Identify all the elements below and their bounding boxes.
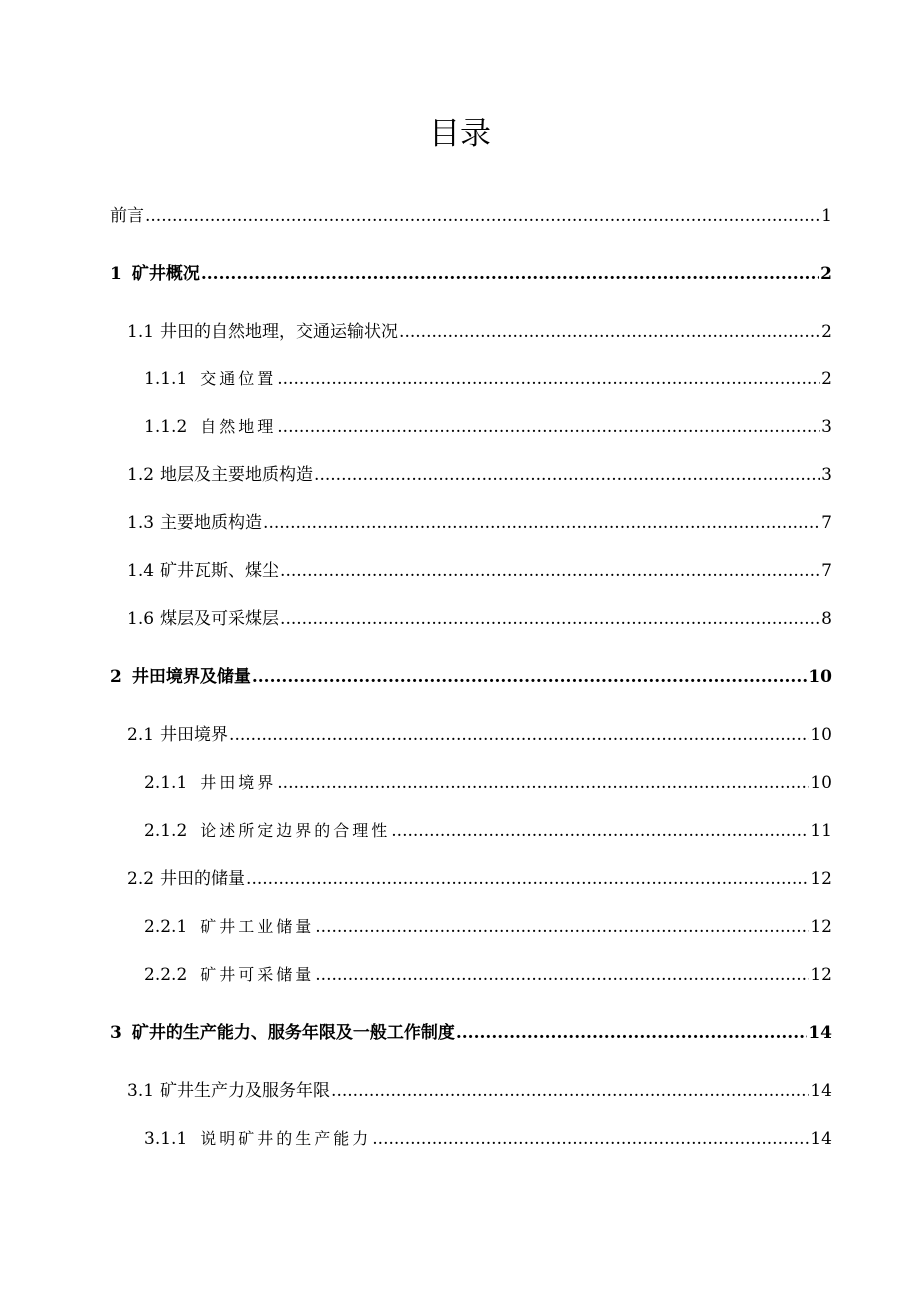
toc-entry-title: 矿井概况 <box>131 264 200 284</box>
toc-page-number: 10 <box>810 725 832 745</box>
toc-entry[interactable] <box>110 203 832 229</box>
toc-dot-leader <box>399 319 820 345</box>
toc-entry[interactable] <box>127 319 832 345</box>
toc-page-number: 7 <box>821 561 832 581</box>
toc-entry[interactable] <box>144 414 832 440</box>
toc-dot-leader <box>252 664 807 690</box>
toc-page-number: 1 <box>821 206 832 226</box>
toc-entry-number: 1 <box>110 264 122 284</box>
toc-entry-title: 井田境界 <box>200 773 277 792</box>
toc-entry-title: 井田的储量 <box>160 869 246 889</box>
toc-entry[interactable] <box>127 722 832 748</box>
toc-dot-leader <box>263 510 820 536</box>
toc-page-number: 14 <box>810 1129 832 1149</box>
toc-entry[interactable] <box>127 606 832 632</box>
toc-entry-title: 前言 <box>110 206 144 226</box>
toc-entry-title: 主要地质构造 <box>160 513 263 533</box>
toc-dot-leader <box>277 770 809 796</box>
toc-entry-title: 井田境界 <box>160 725 229 745</box>
toc-entry-number: 2.2.2 <box>144 965 188 985</box>
toc-entry-number: 1.2 <box>127 465 155 485</box>
toc-entry[interactable] <box>144 1126 832 1152</box>
toc-dot-leader <box>280 606 820 632</box>
toc-page-number: 2 <box>821 322 832 342</box>
toc-entry-title: 矿井瓦斯、煤尘 <box>160 561 280 581</box>
toc-entry-title: 井田的自然地理，交通运输状况 <box>160 322 399 342</box>
toc-entry[interactable] <box>144 366 832 392</box>
toc-entry-number: 2.1 <box>127 725 155 745</box>
toc-dot-leader <box>372 1126 809 1152</box>
toc-entry-number: 2 <box>110 667 122 687</box>
toc-page-number: 3 <box>821 465 832 485</box>
toc-entry-title: 矿井的生产能力、服务年限及一般工作制度 <box>131 1023 455 1043</box>
toc-dot-leader <box>246 866 809 892</box>
toc-entry-number: 1.1 <box>127 322 155 342</box>
toc-entry-number: 1.1.2 <box>144 417 188 437</box>
toc-dot-leader <box>145 203 820 229</box>
toc-entry[interactable] <box>127 510 832 536</box>
toc-entry-number: 2.1.2 <box>144 821 188 841</box>
toc-entry[interactable] <box>127 462 832 488</box>
toc-dot-leader <box>277 366 820 392</box>
toc-entry-number: 3.1 <box>127 1081 155 1101</box>
toc-entry[interactable] <box>144 818 832 844</box>
toc-dot-leader <box>456 1020 807 1046</box>
toc-page-number: 2 <box>821 369 832 389</box>
toc-entry[interactable] <box>127 866 832 892</box>
toc-dot-leader <box>314 462 820 488</box>
toc-dot-leader <box>201 261 819 287</box>
toc-entry-number: 3.1.1 <box>144 1129 188 1149</box>
toc-page-number: 14 <box>810 1081 832 1101</box>
toc-page-number: 7 <box>821 513 832 533</box>
toc-entry[interactable] <box>110 664 832 690</box>
toc-entry-number: 1.4 <box>127 561 155 581</box>
toc-entry[interactable] <box>110 1020 832 1046</box>
toc-entry-title: 煤层及可采煤层 <box>160 609 280 629</box>
toc-dot-leader <box>331 1078 809 1104</box>
toc-entry-number: 1.6 <box>127 609 155 629</box>
toc-page-number: 3 <box>821 417 832 437</box>
toc-entry-number: 2.2 <box>127 869 155 889</box>
toc-page-number: 11 <box>810 821 832 841</box>
toc-entry-number: 2.1.1 <box>144 773 188 793</box>
toc-entry-title: 矿井工业储量 <box>200 917 315 936</box>
toc-entry-title: 矿井可采储量 <box>200 965 315 984</box>
toc-dot-leader <box>229 722 809 748</box>
toc-entry-title: 论述所定边界的合理性 <box>200 821 391 840</box>
toc-entry-number: 1.1.1 <box>144 369 188 389</box>
toc-page-number: 2 <box>820 264 832 284</box>
toc-dot-leader <box>315 914 809 940</box>
toc-entry-title: 矿井生产力及服务年限 <box>160 1081 331 1101</box>
toc-dot-leader <box>280 558 820 584</box>
toc-title: 目录 <box>429 116 491 152</box>
toc-dot-leader <box>315 962 809 988</box>
toc-page-number: 10 <box>808 667 832 687</box>
toc-entry-number: 3 <box>110 1023 122 1043</box>
toc-page-number: 14 <box>808 1023 832 1043</box>
toc-page-number: 12 <box>810 917 832 937</box>
toc-page-number: 12 <box>810 965 832 985</box>
toc-entry-title: 交通位置 <box>200 369 277 388</box>
toc-entry-title: 井田境界及储量 <box>131 667 251 687</box>
toc-dot-leader <box>391 818 809 844</box>
toc-dot-leader <box>277 414 820 440</box>
toc-entry-title: 地层及主要地质构造 <box>160 465 314 485</box>
toc-entry-number: 1.3 <box>127 513 155 533</box>
toc-page-number: 8 <box>821 609 832 629</box>
toc-page-number: 10 <box>810 773 832 793</box>
toc-entry[interactable] <box>144 962 832 988</box>
toc-entry-title: 自然地理 <box>200 417 277 436</box>
toc-entry[interactable] <box>144 770 832 796</box>
toc-entry[interactable] <box>127 558 832 584</box>
toc-entry-title: 说明矿井的生产能力 <box>200 1129 372 1148</box>
toc-entry[interactable] <box>127 1078 832 1104</box>
toc-entry[interactable] <box>144 914 832 940</box>
toc-entry-number: 2.2.1 <box>144 917 188 937</box>
toc-entry[interactable] <box>110 261 832 287</box>
toc-page-number: 12 <box>810 869 832 889</box>
